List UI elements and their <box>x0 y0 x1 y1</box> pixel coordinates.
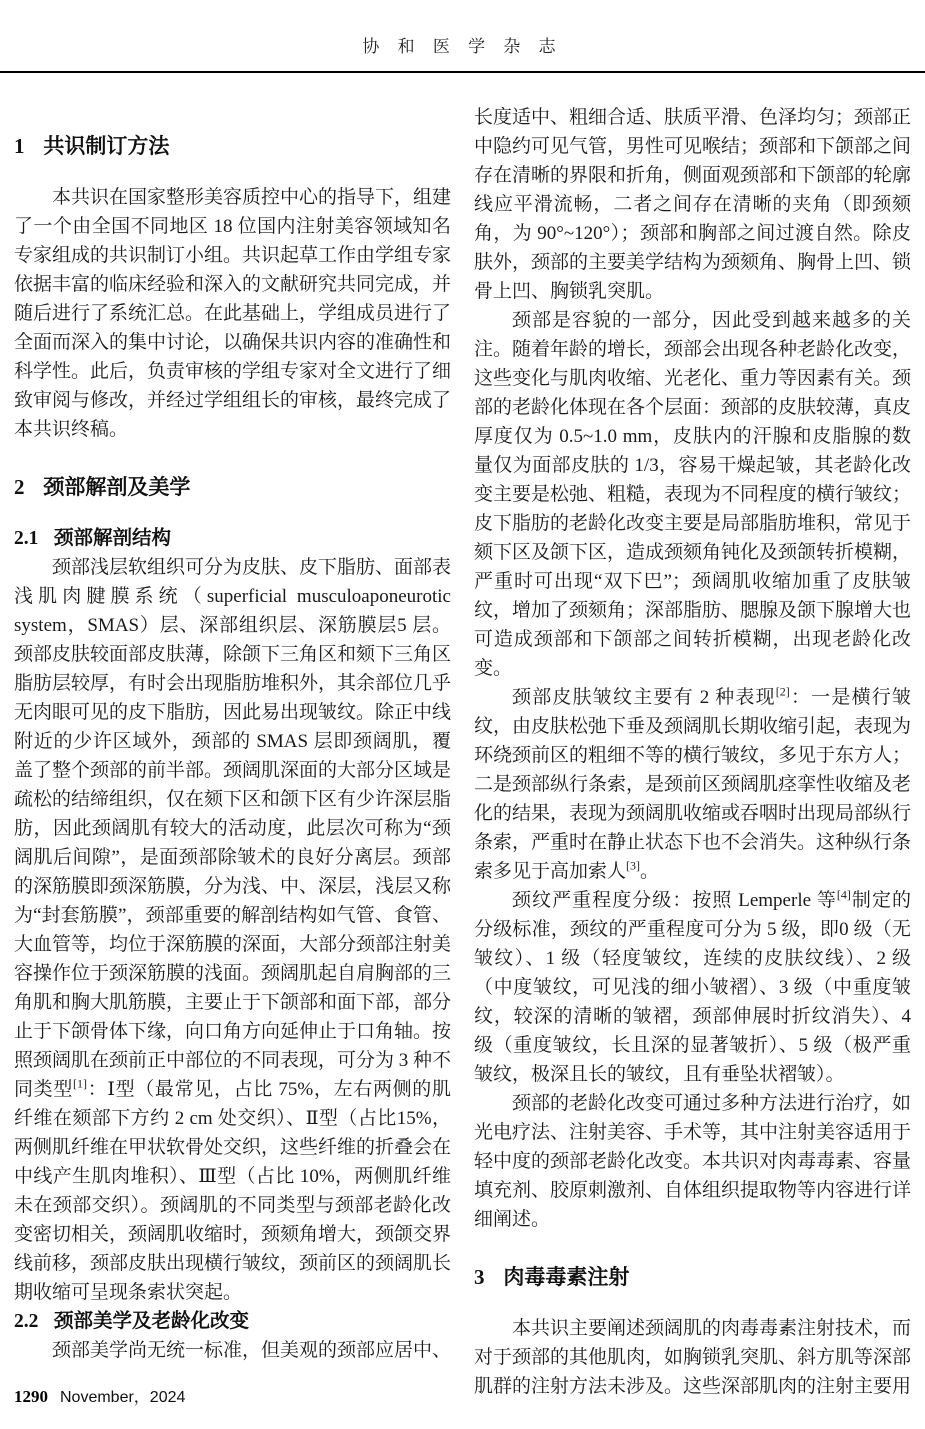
body-paragraph: 颈部浅层软组织可分为皮肤、皮下脂肪、面部表浅肌肉腱膜系统（superficial musculoaponeurotic system，SMAS）层、深部组织层、深筋膜层5 层。颈部皮肤较面部皮肤薄，除颌下三角区和颏下三角区脂肪层较厚，有时会出现脂肪堆积外，其余部位几乎无肉眼可见的皮下脂肪，因此易出现皱纹。除正中线附近的少许区域外，颈部的 SMAS 层即颈阔肌，覆盖了整个颈部的前半部。颈阔肌深面的大部分区域是疏松的结缔组织，仅在颏下区和颌下区有少许深层脂肪，因此颈阔肌有较大的活动度，此层次可称为“颈阔肌后间隙”，是面颈部除皱术的良好分离层。颈部的深筋膜即颈深筋膜，分为浅、中、深层，浅层又称为“封套筋膜”，颈部重要的解剖结构如气管、食管、大血管等，均位于深筋膜的深面，大部分颈部注射美容操作位于颈深筋膜的浅面。颈阔肌起自肩胸部的三角肌和胸大肌筋膜，主要止于下颌部和面下部，部分止于下颌骨体下缘，向口角方向延伸止于口角轴。按照颈阔肌在颈前正中部位的不同表现，可分为 3 种不同类型[1]：Ⅰ型（最常见，占比 75%，左右两侧的肌纤维在颏部下方约 2 cm 处交织）、Ⅱ型（占比15%，两侧肌纤维在甲状软骨处交织，这些纤维的折叠会在中线产生肌肉堆积）、Ⅲ型（占比 10%，两侧肌纤维未在颈部交织）。颈阔肌的不同类型与颈部老龄化改变密切相关，颈阔肌收缩时，颈颏角增大，颈颌交界线前移，颈部皮肤出现横行皱纹，颈前区的颈阔肌长期收缩可呈现条索状突起。 <box>14 557 452 1303</box>
journal-title: 协 和 医 学 杂 志 <box>362 37 563 56</box>
body-paragraph: 颈部的老龄化改变可通过多种方法进行治疗，如光电疗法、注射美容、手术等，其中注射美容适用于轻中度的颈部老龄化改变。本共识对肉毒毒素、容量填充剂、胶原刺激剂、自体组织提取物等内容进行详细阐述。 <box>474 1093 912 1230</box>
body-paragraph: 颈部是容貌的一部分，因此受到越来越多的关注。随着年龄的增长，颈部会出现各种老龄化改变，这些变化与肌肉收缩、光老化、重力等因素有关。颈部的老龄化体现在各个层面：颈部的皮肤较薄，真皮厚度仅为 0.5~1.0 mm，皮肤内的汗腺和皮脂腺的数量仅为面部皮肤的 1/3，容易干燥起皱，其老龄化改变主要是松弛、粗糙，表现为不同程度的横行皱纹；皮下脂肪的老龄化改变主要是局部脂肪堆积，常见于颏下区及颌下区，造成颈颏角钝化及颈颌转折模糊，严重时可出现“双下巴”；颈阔肌收缩加重了皮肤皱纹，增加了颈颏角；深部脂肪、腮腺及颌下腺增大也可造成颈部和下颌部之间转折模糊，出现老龄化改变。 <box>474 310 912 679</box>
body-paragraph: 长度适中、粗细合适、肤质平滑、色泽均匀；颈部正中隐约可见气管，男性可见喉结；颈部和下颌部之间存在清晰的界限和折角，侧面观颈部和下颌部的轮廓线应平滑流畅，二者之间存在清晰的夹角（即颈颏角，为 90°~120°）；颈部和胸部之间过渡自然。除皮肤外，颈部的主要美学结构为颈颏角、胸骨上凹、锁骨上凹、胸锁乳突肌。 <box>474 107 912 302</box>
section-number: 1 <box>14 134 25 158</box>
section-heading <box>14 132 451 161</box>
section-number: 2.2 <box>14 1311 39 1332</box>
left-column <box>14 103 451 1401</box>
reference-superscript: [4] <box>836 887 851 902</box>
section-title: 共识制订方法 <box>43 135 170 158</box>
page-footer <box>14 1384 185 1407</box>
body-paragraph: 颈纹严重程度分级：按照 Lemperle 等[4]制定的分级标准，颈纹的严重程度可分为 5 级，即0 级（无皱纹）、1 级（轻度皱纹，连续的皮肤纹线）、2 级（中度皱纹，可见浅的细小皱褶）、3 级（中重度皱纹，较深的清晰的皱褶，颈部伸展时折纹消失）、4 级（重度皱纹，长且深的显著皱折）、5 级（极严重皱纹，极深且长的皱纹，且有垂坠状褶皱）。 <box>474 887 911 1085</box>
section-number: 2 <box>14 475 25 499</box>
page-header <box>0 0 925 58</box>
section-number: 3 <box>474 1265 485 1289</box>
body-paragraph: 颈部美学尚无统一标准，但美观的颈部应居中、 <box>52 1340 452 1361</box>
page-number: 1290 <box>14 1387 48 1406</box>
reference-superscript: [2] <box>775 684 790 699</box>
reference-superscript: [3] <box>626 858 641 873</box>
section-heading <box>474 1263 911 1292</box>
section-title: 颈部美学及老龄化改变 <box>53 1310 249 1332</box>
subsection-heading <box>14 1307 451 1336</box>
body-paragraph: 颈部皮肤皱纹主要有 2 种表现[2]：一是横行皱纹，由皮肤松弛下垂及颈阔肌长期收缩引起，表现为环绕颈前区的粗细不等的横行皱纹，多见于东方人；二是颈部纵行条索，是颈前区颈阔肌痉挛性收缩及老化的结果，表现为颈阔肌收缩或吞咽时出现局部纵行条索，严重时在静止状态下也不会消失。这种纵行条索多见于高加索人[3]。 <box>474 684 912 882</box>
section-number: 2.1 <box>14 528 39 549</box>
issue-date: November，2024 <box>60 1389 186 1406</box>
section-title: 颈部解剖结构 <box>53 527 171 549</box>
subsection-heading <box>14 524 451 553</box>
right-column <box>474 103 911 1401</box>
section-heading <box>14 473 451 502</box>
body-paragraph: 本共识主要阐述颈阔肌的肉毒毒素注射技术，而对于颈部的其他肌肉，如胸锁乳突肌、斜方肌等深部肌群的注射方法未涉及。这些深部肌肉的注射主要用 <box>474 1318 912 1397</box>
section-title: 肉毒毒素注射 <box>503 1266 630 1289</box>
section-title: 颈部解剖及美学 <box>43 476 191 499</box>
reference-superscript: [1] <box>73 1076 88 1091</box>
article-body <box>0 73 925 1401</box>
body-paragraph: 本共识在国家整形美容质控中心的指导下，组建了一个由全国不同地区 18 位国内注射美容领域知名专家组成的共识制订小组。共识起草工作由学组专家依据丰富的临床经验和深入的文献研究共同完成，并随后进行了系统汇总。在此基础上，学组成员进行了全面而深入的集中讨论，以确保共识内容的准确性和科学性。此后，负责审核的学组专家对全文进行了细致审阅与修改，并经过学组组长的审核，最终完成了本共识终稿。 <box>14 187 452 440</box>
